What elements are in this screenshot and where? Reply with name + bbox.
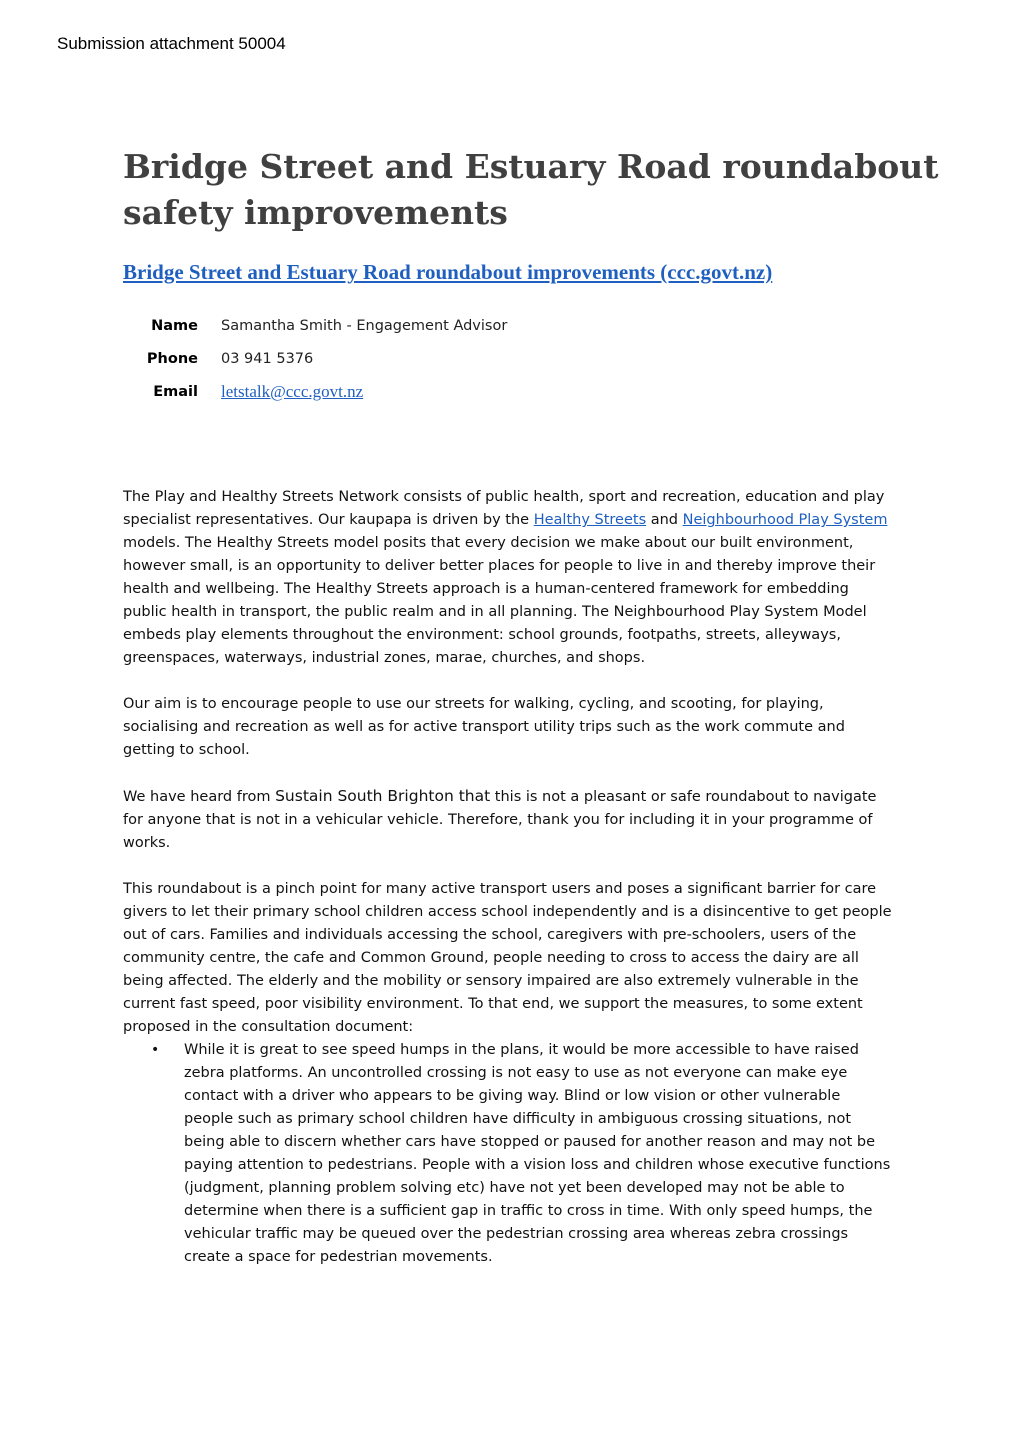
paragraph-text: this is not a pleasant or safe roundabout to navigate for anyone that is not in a vehicular vehicle. Therefore, thank you for including it in your programme of works.	[123, 789, 877, 851]
healthy-streets-link[interactable]: Healthy Streets	[533, 512, 647, 528]
contact-row-name	[123, 309, 507, 342]
bullet-icon: •	[151, 1042, 160, 1058]
phone-value: 03 941 5376	[221, 350, 314, 367]
source-link[interactable]: Bridge Street and Estuary Road roundabout improvements (ccc.govt.nz)	[123, 260, 773, 284]
paragraph-network	[123, 486, 893, 670]
name-value: Samantha Smith - Engagement Advisor	[221, 317, 508, 334]
contact-row-email	[123, 375, 507, 408]
list-item	[123, 1039, 893, 1269]
list-item-text: While it is great to see speed humps in the plans, it would be more accessible to have raised zebra platforms. An uncontrolled crossing is not easy to use as not everyone can make eye contact with a driver who appears to be giving way. Blind or low vision or other vulnerable people such as primary school children have difficulty in ambiguous crossing situations, not being able to discern whether cars have stopped or paused for another reason and may not be paying attention to pedestrians. People with a vision loss and children whose executive functions (judgment, planning problem solving etc) have not yet been developed may not be able to determine when there is a sufficient gap in traffic to cross in time. With only speed humps, the vehicular traffic may be queued over the pedestrian crossing area whereas zebra crossings create a space for pedestrian movements.	[184, 1042, 891, 1265]
contact-table	[123, 309, 507, 408]
paragraph-text-emphasis: Sustain South Brighton that	[275, 787, 491, 805]
attachment-label: Submission attachment 50004	[57, 34, 286, 53]
phone-label: Phone	[146, 350, 198, 367]
document-body	[123, 486, 893, 1269]
paragraph-text: The Play and Healthy Streets Network consists of public health, sport and recreation, education and play specialist representatives. Our kaupapa is driven by the	[123, 489, 885, 528]
contact-row-phone	[123, 342, 507, 375]
paragraph-roundabout: This roundabout is a pinch point for many active transport users and poses a significant barrier for care givers to let their primary school children access school independently and is a disincentive to get people out of cars. Families and individuals accessing the school, caregivers with pre-schoolers, users of the community centre, the cafe and Common Ground, people needing to cross to access the dairy are all being affected. The elderly and the mobility or sensory impaired are also extremely vulnerable in the current fast speed, poor visibility environment. To that end, we support the measures, to some extent proposed in the consultation document:	[123, 881, 892, 1035]
paragraph-aim: Our aim is to encourage people to use our streets for walking, cycling, and scooting, for playing, socialising and recreation as well as for active transport utility trips such as the work commute and getting to school.	[123, 696, 845, 758]
paragraph-text: and	[646, 512, 683, 528]
page-title: Bridge Street and Estuary Road roundabout safety improvements	[123, 147, 939, 232]
email-label: Email	[153, 383, 198, 400]
neighbourhood-play-system-link[interactable]: Neighbourhood Play System	[682, 512, 888, 528]
paragraph-text: We have heard from	[123, 789, 276, 805]
paragraph-sustain	[123, 785, 893, 855]
email-link[interactable]: letstalk@ccc.govt.nz	[221, 381, 364, 401]
paragraph-text: models. The Healthy Streets model posits that every decision we make about our built environment, however small, is an opportunity to deliver better places for people to live in and thereby improve their health and wellbeing. The Healthy Streets approach is a human-centered framework for embedding public health in transport, the public realm and in all planning. The Neighbourhood Play System Model embeds play elements throughout the environment: school grounds, footpaths, streets, alleyways, greenspaces, waterways, industrial zones, marae, churches, and shops.	[123, 535, 876, 666]
bullet-list	[123, 1039, 893, 1269]
name-label: Name	[151, 317, 198, 334]
